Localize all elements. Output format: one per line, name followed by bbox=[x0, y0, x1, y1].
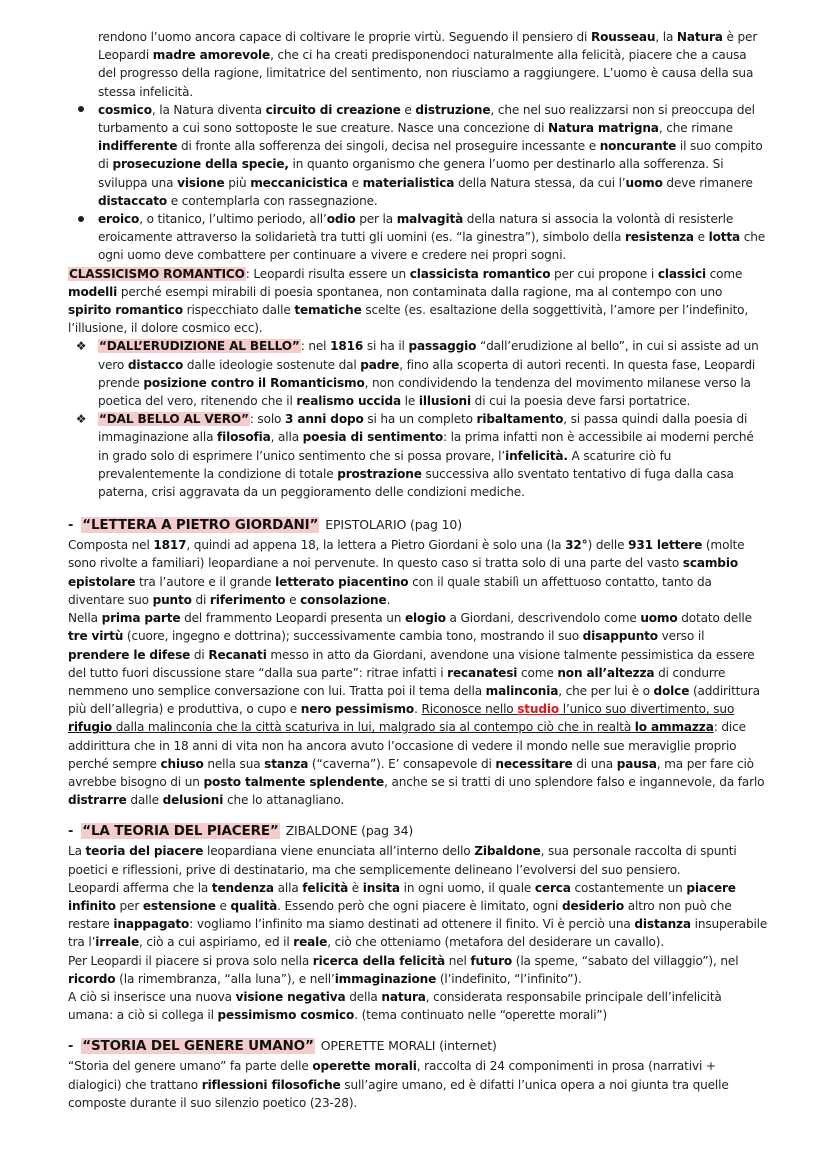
bold-term: madre amorevole bbox=[152, 48, 271, 63]
text-run: sull’agire umano, ed è difatti l’unica opera a noi giunta tra quelle composte durante il suo silenzio poetico (23-28). bbox=[68, 1077, 729, 1110]
text-run: dalla malinconia che la città scaturiva in lui, malgrado sia al contempo ciò che in realtà bbox=[112, 720, 635, 735]
text-run: si ha il bbox=[363, 339, 409, 354]
bold-term: disappunto bbox=[582, 629, 658, 644]
section-paragraph bbox=[68, 609, 768, 809]
intro-continuation bbox=[68, 28, 768, 101]
bold-term: qualità bbox=[230, 898, 278, 913]
text-run: , che ci ha creati predisponendoci naturalmente alla felicità, piacere che a causa del progresso della ragione, limitatrice del sentimento, non riusciamo a raggiungere. L’uomo è causa della sua stessa infelicità. bbox=[98, 48, 754, 99]
text-run: di cui la poesia deve farsi portatrice. bbox=[470, 394, 691, 409]
text-run: : dice addirittura che in 18 anni di vita non ha ancora avuto l’occasione di vedere il mondo nelle sue meraviglie proprio perché sempre bbox=[68, 720, 746, 771]
bold-term: scambio epistolare bbox=[68, 556, 738, 589]
list-item-text bbox=[98, 103, 763, 208]
bold-term: Natura bbox=[676, 30, 723, 44]
text-run: deve rimanere bbox=[662, 175, 753, 190]
text-run: che lo attanagliano. bbox=[223, 793, 345, 808]
bold-term: letterato piacentino bbox=[275, 574, 409, 589]
bold-term: delusioni bbox=[162, 793, 224, 808]
text-run: di fronte alla sofferenza dei singoli, decisa nel proseguire incessante e bbox=[177, 139, 600, 154]
text-run: , alla bbox=[270, 430, 303, 445]
bold-term: punto bbox=[152, 592, 192, 607]
text-run: più bbox=[224, 175, 251, 190]
text-run: successiva allo sventato tentativo di fuga dalla casa paterna, crisi aggravata da un peggioramento delle condizioni mediche. bbox=[98, 466, 734, 500]
text-run: è per Leopardi bbox=[98, 30, 758, 63]
text-run: come bbox=[705, 266, 743, 281]
text-run: di bbox=[191, 592, 210, 607]
text-run: (la speme, “sabato del villaggio”), nel bbox=[512, 953, 739, 968]
section-subtitle: OPERETTE MORALI (internet) bbox=[320, 1038, 497, 1054]
text-run: Composta nel bbox=[68, 538, 154, 553]
list-item-erudizione bbox=[68, 337, 768, 410]
bold-term: operette morali bbox=[312, 1059, 417, 1074]
text-run: rispecchiato dalle bbox=[182, 303, 295, 318]
bold-term: 1816 bbox=[330, 339, 364, 354]
text-run: di una bbox=[572, 756, 617, 771]
text-run: dotato delle bbox=[677, 611, 752, 626]
text-run: : vogliamo l’infinito ma siamo destinati ad ottenere il finito. Vi è perciò una bbox=[189, 917, 635, 932]
text-run: Nella bbox=[68, 611, 102, 626]
bold-term: Zibaldone bbox=[474, 844, 541, 859]
list-item-text bbox=[98, 339, 759, 408]
bold-term: immaginazione bbox=[334, 971, 437, 986]
text-run: , che nel suo realizzarsi non si preoccupa del turbamento a cui sono sottoposte le sue creature. Nasce una concezione di bbox=[98, 102, 755, 136]
text-run: come bbox=[517, 665, 558, 680]
bold-term: insita bbox=[362, 880, 400, 895]
text-run: è bbox=[348, 880, 363, 895]
section-heading bbox=[68, 515, 768, 536]
text-run: in quanto organismo che genera l’uomo per destinarlo alla sofferenza. Si sviluppa una bbox=[98, 157, 724, 190]
bold-term: distacco bbox=[127, 357, 184, 372]
text-run: scelte (es. esaltazione della soggettività, l’amore per l’indefinito, l’illusione, il dolore cosmico ecc). bbox=[68, 303, 749, 336]
bold-term: cerca bbox=[534, 880, 571, 895]
text-run: per cui propone i bbox=[550, 266, 658, 281]
bold-term: tre virtù bbox=[68, 629, 124, 644]
bold-term: necessitare bbox=[495, 756, 573, 771]
text-run: della bbox=[345, 989, 382, 1004]
text-run: : la prima infatti non è accessibile ai moderni perché in grado solo di esprimere l’unico sentimento che si possa provare, l’ bbox=[98, 430, 754, 463]
bold-term: pessimismo cosmico bbox=[217, 1008, 355, 1023]
bold-term: riflessioni filosofiche bbox=[201, 1077, 341, 1092]
bold-term: cosmico bbox=[98, 102, 152, 117]
text-run: , sua personale raccolta di spunti poetici e riflessioni, prive di destinatario, ma che semplicemente delineano l’evolversi del suo pensiero. bbox=[68, 844, 737, 877]
bold-term: materialistica bbox=[362, 175, 455, 190]
bold-term: posizione contro il Romanticismo bbox=[143, 375, 365, 390]
text-run: insuperabile tra l’ bbox=[68, 917, 768, 950]
bold-term: futuro bbox=[470, 953, 513, 968]
bold-term: resistenza bbox=[624, 230, 694, 245]
bold-term: ricerca della felicità bbox=[312, 953, 446, 968]
bold-term: infelicità. bbox=[505, 448, 568, 463]
text-run: e bbox=[693, 230, 709, 245]
bold-term: natura bbox=[381, 989, 426, 1004]
bold-term: passaggio bbox=[408, 339, 477, 354]
section-storia-genere-umano bbox=[68, 1036, 768, 1112]
section-teoria-piacere bbox=[68, 821, 768, 1024]
highlighted-term: CLASSICISMO ROMANTICO bbox=[69, 266, 245, 281]
bold-term: Natura matrigna bbox=[547, 121, 659, 136]
text-run: le bbox=[400, 394, 419, 409]
section-lettera-giordani bbox=[68, 515, 768, 809]
bold-term: prima parte bbox=[101, 611, 181, 626]
bold-term: non all’altezza bbox=[557, 665, 655, 680]
text-run: , che rimane bbox=[658, 121, 733, 136]
bold-term: poesia di sentimento bbox=[302, 430, 444, 445]
bold-term: nero pessimismo bbox=[300, 702, 415, 717]
text-run: per la bbox=[355, 212, 397, 227]
bold-term: rifugio bbox=[68, 720, 113, 735]
text-run: “dall’erudizione al bello”, in cui si assiste ad un vero bbox=[98, 339, 759, 372]
text-run: perché esempi mirabili di poesia spontanea, non contaminata dalla ragione, ma al contempo con uno bbox=[117, 284, 723, 299]
text-run: e bbox=[347, 175, 363, 190]
bold-term: Recanati bbox=[208, 647, 267, 662]
text-run: (“caverna”). E’ consapevole di bbox=[308, 756, 496, 771]
bold-term: teoria del piacere bbox=[85, 844, 204, 859]
bold-term: spirito romantico bbox=[68, 303, 183, 318]
bold-term: uomo bbox=[625, 175, 663, 190]
text-run: si ha un completo bbox=[363, 412, 477, 427]
text-run: A ciò si inserisce una nuova bbox=[68, 989, 236, 1004]
text-run: “Storia del genere umano” fa parte delle bbox=[68, 1059, 313, 1074]
bold-term: reale bbox=[293, 935, 328, 950]
bold-term: distruzione bbox=[415, 102, 491, 117]
bold-term: malvagità bbox=[396, 212, 464, 227]
bold-term: felicità bbox=[302, 880, 349, 895]
bold-term: meccanicistica bbox=[250, 175, 348, 190]
section-title: “LA TEORIA DEL PIACERE” bbox=[82, 823, 279, 840]
text-run: Riconosce nello bbox=[421, 702, 518, 717]
text-run: , fino alla scoperta di autori recenti. In questa fase, Leopardi prende bbox=[98, 357, 756, 390]
text-run: . Essendo però che ogni piacere è limitato, ogni bbox=[277, 898, 562, 913]
text-run: (l’indefinito, “l’infinito”). bbox=[436, 971, 582, 986]
text-run: , la Natura diventa bbox=[151, 102, 266, 117]
bold-term: posto talmente splendente bbox=[203, 774, 385, 789]
text-run: , che per lui è o bbox=[558, 683, 654, 698]
dash-marker: - bbox=[68, 1039, 74, 1055]
bold-term: irreale bbox=[95, 935, 140, 950]
text-run: e bbox=[215, 898, 231, 913]
text-run: , ciò che otteniamo (metafora del desiderare un cavallo). bbox=[327, 935, 665, 950]
bold-term: stanza bbox=[264, 756, 309, 771]
section-paragraph bbox=[68, 1057, 768, 1112]
text-run: verso il bbox=[657, 629, 705, 644]
text-run: per bbox=[115, 898, 143, 913]
dash-marker: - bbox=[68, 824, 74, 840]
list-item-cosmico bbox=[68, 101, 768, 210]
text-run: , o titanico, l’ultimo periodo, all’ bbox=[139, 212, 327, 227]
text-run: Per Leopardi il piacere si prova solo nella bbox=[68, 953, 313, 968]
highlighted-term: “DAL BELLO AL VERO” bbox=[99, 412, 249, 427]
highlighted-term: “DALL’ERUDIZIONE AL BELLO” bbox=[99, 339, 300, 354]
section-paragraph bbox=[68, 879, 768, 952]
text-run: che ogni uomo deve combattere per continuare a vivere e credere nei propri sogni. bbox=[98, 230, 766, 263]
text-run: . bbox=[414, 702, 422, 717]
text-run: : Leopardi risulta essere un bbox=[245, 266, 410, 281]
section-title: “LETTERA A PIETRO GIORDANI” bbox=[82, 517, 319, 534]
section-paragraph bbox=[68, 842, 768, 878]
text-run: e contemplarla con rassegnazione. bbox=[167, 193, 378, 208]
text-run: ) delle bbox=[587, 538, 629, 553]
text-run: l’unico suo divertimento, suo bbox=[559, 702, 735, 717]
text-run: : solo bbox=[249, 412, 285, 427]
text-run: leopardiana viene enunciata all’interno dello bbox=[203, 844, 475, 859]
text-run: e bbox=[285, 592, 301, 607]
text-run: (molte sono rivolte a familiari) leopardiane a noi pervenute. In questo caso si tratta solo di una parte del vasto bbox=[68, 538, 745, 571]
bold-term: malinconia bbox=[485, 683, 559, 698]
bold-term: visione negativa bbox=[235, 989, 346, 1004]
text-run: rendono l’uomo ancora capace di coltivare le proprie virtù. Seguendo il pensiero di bbox=[98, 30, 591, 44]
text-run: dalle bbox=[126, 793, 163, 808]
diamond-bullet-icon: ❖ bbox=[75, 339, 87, 354]
section-paragraph bbox=[68, 952, 768, 988]
bold-term: lotta bbox=[708, 230, 741, 245]
bold-term: piacere infinito bbox=[68, 880, 736, 913]
section-subtitle: EPISTOLARIO (pag 10) bbox=[325, 517, 462, 533]
text-run: , si passa quindi dalla poesia di immaginazione alla bbox=[98, 412, 748, 445]
text-run: nel bbox=[445, 953, 471, 968]
bold-term: tendenza bbox=[211, 880, 274, 895]
bold-term: consolazione bbox=[300, 592, 387, 607]
text-run: altro non può che restare bbox=[68, 898, 732, 932]
dash-marker: - bbox=[68, 518, 74, 534]
text-run: a Giordani, descrivendolo come bbox=[445, 611, 641, 626]
text-run: della natura si associa la volontà di resisterle eroicamente attraverso la solidarietà tra tutti gli uomini (es. “la ginestra”), simbolo della bbox=[98, 212, 734, 245]
diamond-bullet-icon: ❖ bbox=[75, 412, 87, 427]
text-run: , anche se si tratti di uno splendore falso e ingannevole, da farlo bbox=[384, 774, 765, 789]
text-run: . bbox=[386, 592, 391, 607]
text-run: , considerata responsabile principale dell’infelicità umana: a ciò si collega il bbox=[68, 989, 722, 1023]
section-heading bbox=[68, 821, 768, 842]
bold-term: tematiche bbox=[294, 303, 362, 318]
bold-term: noncurante bbox=[599, 139, 677, 154]
bold-term: lo ammazza bbox=[634, 720, 714, 735]
text-run: nella sua bbox=[203, 756, 265, 771]
bold-term: estensione bbox=[142, 898, 216, 913]
bold-term: ricordo bbox=[68, 971, 116, 986]
section-subtitle: ZIBALDONE (pag 34) bbox=[285, 823, 414, 839]
bold-term: indifferente bbox=[98, 139, 178, 154]
bold-term: pausa bbox=[616, 756, 657, 771]
list-item-eroico bbox=[68, 210, 768, 265]
text-run: Leopardi afferma che la bbox=[68, 880, 212, 895]
phases-list bbox=[68, 337, 768, 501]
text-run: , la bbox=[655, 30, 677, 44]
bullet-dot-icon bbox=[74, 101, 88, 119]
bold-term: classicista romantico bbox=[409, 266, 551, 281]
list-item-text bbox=[98, 212, 765, 262]
text-run: La bbox=[68, 844, 86, 859]
bold-term: Rousseau bbox=[590, 30, 656, 44]
text-run: (addirittura più dell’allegria) e produttiva, o cupo e bbox=[68, 683, 760, 717]
bold-term: realismo uccida bbox=[296, 394, 401, 409]
text-run: tra l’autore e il grande bbox=[135, 574, 276, 589]
bold-term: chiuso bbox=[160, 756, 204, 771]
text-run: con il quale stabilì un affettuoso contatto, tanto da diventare suo bbox=[68, 574, 712, 607]
bold-term: dolce bbox=[653, 683, 690, 698]
text-run: di condurre nemmeno uno semplice conversazione con lui. Tratta poi il tema della bbox=[68, 665, 726, 698]
bold-term: eroico bbox=[98, 212, 140, 227]
text-run: costantemente un bbox=[570, 880, 687, 895]
bold-term: 1817 bbox=[153, 538, 187, 553]
bold-term: padre bbox=[360, 357, 400, 372]
bold-term: desiderio bbox=[561, 898, 625, 913]
text-run: e bbox=[400, 102, 416, 117]
text-run: messo in atto da Giordani, avendone una visione talmente pessimistica da essere del tutto fuori discussione stare “dalla sua parte”: ritrae infatti i bbox=[68, 647, 755, 680]
pessimism-list bbox=[68, 101, 768, 265]
bold-term: illusioni bbox=[418, 394, 471, 409]
bold-term: 32° bbox=[565, 538, 588, 553]
text-run: del frammento Leopardi presenta un bbox=[180, 611, 405, 626]
classicismo-paragraph bbox=[68, 265, 768, 338]
section-paragraph bbox=[68, 536, 768, 609]
bold-term: prendere le difese bbox=[68, 647, 191, 662]
bullet-dot-icon bbox=[74, 210, 88, 228]
text-run: dalle ideologie sostenute dal bbox=[183, 357, 361, 372]
text-run: . (tema continuato nelle “operette morali”) bbox=[354, 1008, 608, 1023]
bold-term: classici bbox=[657, 266, 706, 281]
text-run: A scaturire ciò fu prevalentemente la condizione di totale bbox=[98, 448, 672, 481]
bold-term: elogio bbox=[404, 611, 446, 626]
bold-term: 3 anni dopo bbox=[285, 412, 364, 427]
text-run: : nel bbox=[300, 339, 331, 354]
bold-term: distaccato bbox=[98, 193, 168, 208]
bold-term: filosofia bbox=[217, 430, 271, 445]
text-run: , ma per fare ciò avrebbe bisogno di un bbox=[68, 756, 754, 789]
bold-term: prostrazione bbox=[337, 466, 422, 481]
bold-term: uomo bbox=[640, 611, 678, 626]
list-item-text bbox=[98, 412, 754, 499]
section-paragraph bbox=[68, 988, 768, 1024]
bold-term: ribaltamento bbox=[476, 412, 564, 427]
text-run: (cuore, ingegno e dottrina); successivamente cambia tono, mostrando il suo bbox=[123, 629, 583, 644]
section-heading bbox=[68, 1036, 768, 1057]
text-run: il suo compito di bbox=[98, 139, 763, 172]
text-run: , raccolta di 24 componimenti in prosa (narrativi + dialogici) che trattano bbox=[68, 1059, 716, 1092]
text-run: in ogni uomo, il quale bbox=[399, 880, 535, 895]
text-run: alla bbox=[273, 880, 303, 895]
section-title: “STORIA DEL GENERE UMANO” bbox=[82, 1038, 314, 1055]
bold-term: 931 lettere bbox=[628, 538, 703, 553]
text-run: , ciò a cui aspiriamo, ed il bbox=[139, 935, 294, 950]
bold-term: riferimento bbox=[209, 592, 286, 607]
list-item-bello-vero bbox=[68, 410, 768, 501]
bold-term: recanatesi bbox=[447, 665, 518, 680]
bold-term: prosecuzione della specie, bbox=[112, 157, 289, 172]
text-run: della Natura stessa, da cui l’ bbox=[454, 175, 626, 190]
text-run: di bbox=[190, 647, 209, 662]
bold-term: modelli bbox=[68, 284, 118, 299]
bold-term: distrarre bbox=[68, 793, 127, 808]
bold-term: distanza bbox=[634, 917, 691, 932]
text-run: , quindi ad appena 18, la lettera a Pietro Giordani è solo una (la bbox=[186, 538, 566, 553]
bold-term: visione bbox=[177, 175, 225, 190]
bold-term: odio bbox=[326, 212, 356, 227]
text-run: (la rimembranza, “alla luna”), e nell’ bbox=[115, 971, 335, 986]
text-run: , non condividendo la tendenza del movimento milanese verso la poetica del vero, ritenendo che il bbox=[98, 375, 751, 409]
bold-term: inappagato bbox=[113, 917, 190, 932]
bold-term: studio bbox=[517, 702, 560, 717]
bold-term: circuito di creazione bbox=[265, 102, 401, 117]
